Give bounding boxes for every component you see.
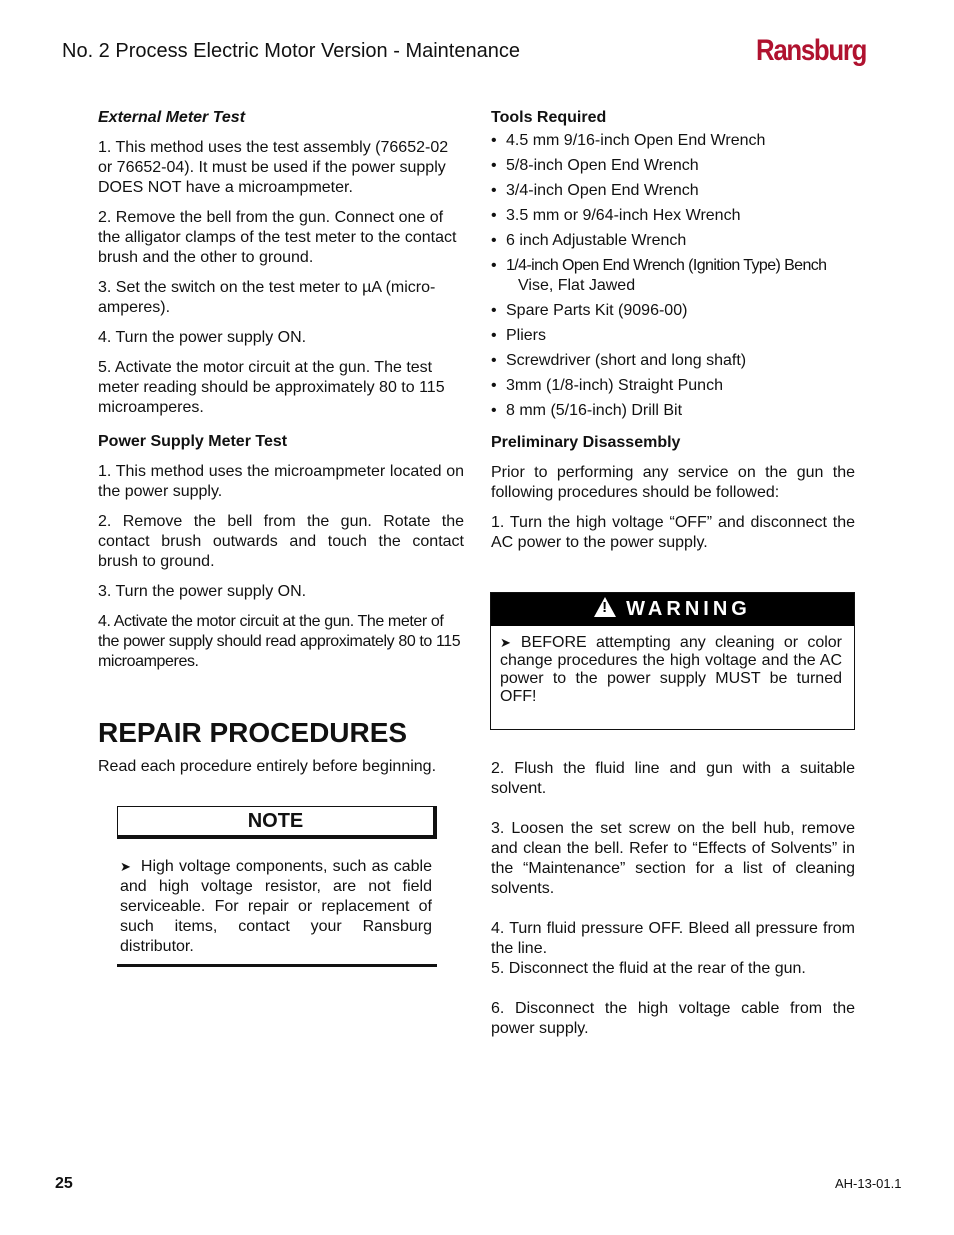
tools-list xyxy=(491,131,855,421)
note-bottom-rule xyxy=(117,964,437,967)
page-number: 25 xyxy=(55,1175,73,1192)
disassembly-step-5: 5. Disconnect the fluid at the rear of the gun. xyxy=(491,960,806,977)
power-supply-meter-test-heading: Power Supply Meter Test xyxy=(98,433,288,450)
list-item: • 4.5 mm 9/16-inch Open End Wrench xyxy=(491,132,766,149)
preliminary-intro: Prior to performing any service on the gun the following procedures should be followed: xyxy=(491,464,855,501)
external-step-5: 5. Activate the motor circuit at the gun. The test meter reading should be approximately 80 to 115 microamperes. xyxy=(98,359,445,416)
list-item: • Spare Parts Kit (9096-00) xyxy=(491,302,688,319)
power-step-1: 1. This method uses the microampmeter located on the power supply. xyxy=(98,463,464,500)
repair-intro: Read each procedure entirely before beginning. xyxy=(98,758,437,775)
list-item: • 6 inch Adjustable Wrench xyxy=(491,232,687,249)
note-text: High voltage components, such as cable and high voltage resistor, are not field serviceable. For repair or replacement of such items, contact your Ransburg distributor. xyxy=(120,858,432,955)
right-column xyxy=(491,108,855,563)
warning-text: BEFORE attempting any cleaning or color change procedures the high voltage and the AC power to the power supply MUST be turned OFF! xyxy=(500,634,842,705)
repair-procedures-heading: REPAIR PROCEDURES xyxy=(98,717,408,748)
arrow-bullet-icon: ➤ xyxy=(120,859,131,874)
list-item: • 5/8-inch Open End Wrench xyxy=(491,157,699,174)
disassembly-steps xyxy=(491,759,855,1059)
power-step-2: 2. Remove the bell from the gun. Rotate the contact brush outwards and touch the contact brush to ground. xyxy=(98,513,464,570)
preliminary-step-1: 1. Turn the high voltage “OFF” and disconnect the AC power to the power supply. xyxy=(491,514,855,551)
warning-box xyxy=(490,592,855,730)
tools-required-heading: Tools Required xyxy=(491,109,607,126)
disassembly-step-4: 4. Turn fluid pressure OFF. Bleed all pressure from the line. xyxy=(491,920,855,957)
external-step-1: 1. This method uses the test assembly (76652-02 or 76652-04). It must be used if the power supply DOES NOT have a microampmeter. xyxy=(98,139,449,196)
warning-header xyxy=(491,593,854,626)
list-item: • 8 mm (5/16-inch) Drill Bit xyxy=(491,402,683,419)
list-item: • Screwdriver (short and long shaft) xyxy=(491,352,747,369)
disassembly-step-3: 3. Loosen the set screw on the bell hub, remove and clean the bell. Refer to “Effects of Solvents” in the “Maintenance” section for a list of cleaning solvents. xyxy=(491,820,855,897)
page-header-title: No. 2 Process Electric Motor Version - Maintenance xyxy=(62,40,520,62)
left-column xyxy=(98,108,464,787)
warning-title: WARNING xyxy=(626,598,751,620)
power-step-3: 3. Turn the power supply ON. xyxy=(98,583,307,600)
list-item: • 1/4-inch Open End Wrench (Ignition Type) Bench Vise, Flat Jawed xyxy=(491,257,827,294)
external-step-2: 2. Remove the bell from the gun. Connect one of the alligator clamps of the test meter to the contact brush and the other to ground. xyxy=(98,209,457,266)
list-item: • 3.5 mm or 9/64-inch Hex Wrench xyxy=(491,207,741,224)
arrow-bullet-icon: ➤ xyxy=(500,635,511,650)
warning-body xyxy=(491,626,854,706)
note-box xyxy=(117,806,437,957)
external-step-4: 4. Turn the power supply ON. xyxy=(98,329,307,346)
warning-triangle-icon: ! xyxy=(594,597,616,617)
external-meter-test-heading: External Meter Test xyxy=(98,109,246,126)
preliminary-disassembly-heading: Preliminary Disassembly xyxy=(491,434,681,451)
external-step-3: 3. Set the switch on the test meter to µA (microamperes). xyxy=(98,279,436,316)
note-title: NOTE xyxy=(117,806,437,839)
list-item: • Pliers xyxy=(491,327,547,344)
document-id: AH-13-01.1 xyxy=(835,1176,902,1191)
disassembly-step-6: 6. Disconnect the high voltage cable from the power supply. xyxy=(491,1000,855,1037)
list-item: • 3mm (1/8-inch) Straight Punch xyxy=(491,377,723,394)
note-body xyxy=(117,839,437,957)
disassembly-step-2: 2. Flush the fluid line and gun with a suitable solvent. xyxy=(491,760,855,797)
power-step-4: 4. Activate the motor circuit at the gun. The meter of the power supply should read approximately 80 to 115 microamperes. xyxy=(98,613,461,670)
ransburg-logo: Ransburg xyxy=(756,34,867,67)
list-item: • 3/4-inch Open End Wrench xyxy=(491,182,699,199)
